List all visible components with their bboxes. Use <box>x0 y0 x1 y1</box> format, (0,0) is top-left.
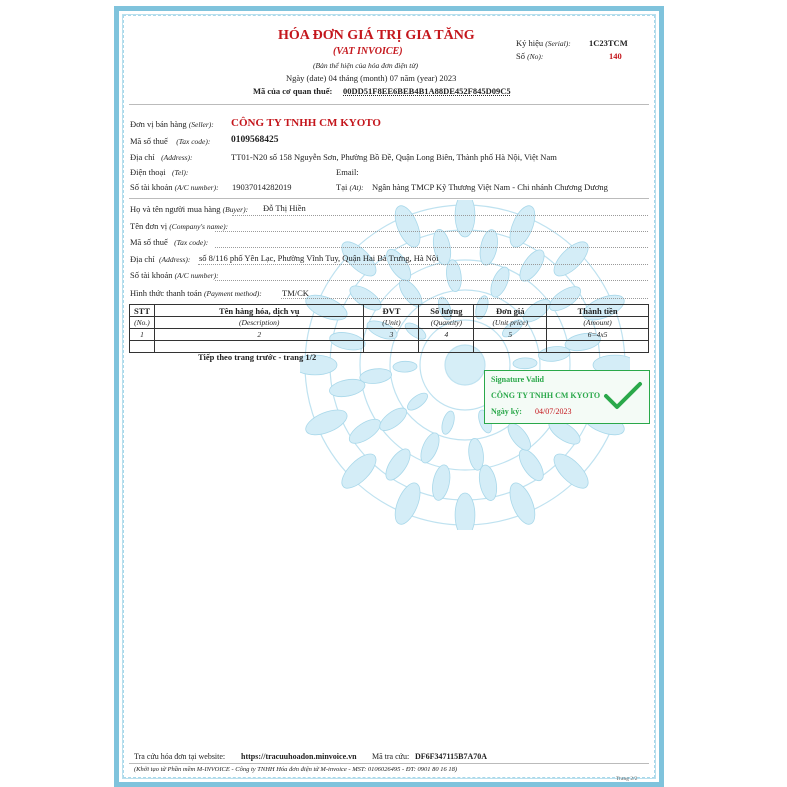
seller-account-label: Số tài khoản (A/C number): <box>130 182 219 192</box>
signature-status: Signature Valid <box>491 375 544 384</box>
table-number-row <box>130 329 649 341</box>
mandala-petal <box>302 405 350 440</box>
table-cell <box>154 341 364 353</box>
table-row <box>130 341 649 353</box>
seller-bank: Ngân hàng TMCP Kỹ Thương Việt Nam - Chi nhánh Chương Dương <box>372 182 608 192</box>
table-header-en-row <box>130 317 649 329</box>
signature-company: CÔNG TY TNHH CM KYOTO <box>491 391 601 400</box>
seller-bank-label: Tại (At): <box>336 182 364 192</box>
checkmark-icon <box>603 381 643 411</box>
col-num-unit-price: 5 <box>474 329 547 341</box>
seller-address: TT01-N20 số 158 Nguyễn Sơn, Phường Bồ Đề, Quận Long Biên, Thành phố Hà Nội, Việt Nam <box>231 152 557 162</box>
table-cell <box>364 341 419 353</box>
seller-account: 19037014282019 <box>232 182 292 192</box>
number-label: Số (No): <box>516 51 544 61</box>
seller-divider <box>129 198 649 199</box>
signature-date-label: Ngày ký: <box>491 407 522 416</box>
page-number: Trang 2/2 <box>616 776 638 782</box>
mandala-petal <box>504 420 535 454</box>
col-num-amount: 6=4x5 <box>547 329 649 341</box>
buyer-tax-line <box>215 247 648 248</box>
invoice-title: HÓA ĐƠN GIÁ TRỊ GIA TĂNG <box>278 28 475 43</box>
signature-box <box>484 370 650 424</box>
mandala-petal <box>440 410 457 436</box>
table-cell <box>474 341 547 353</box>
col-en-description: (Description) <box>154 317 364 329</box>
mandala-petal <box>505 202 540 250</box>
mandala-petal <box>513 358 537 369</box>
col-num-quantity: 4 <box>419 329 474 341</box>
buyer-account-line <box>215 280 648 281</box>
mandala-petal <box>381 445 415 484</box>
mandala-petal <box>336 449 381 494</box>
mandala-petal <box>390 479 425 527</box>
buyer-address: số 8/116 phố Yên Lạc, Phường Vĩnh Tuy, Quận Hai Bà Trưng, Hà Nội <box>199 253 439 263</box>
buyer-tax-label: Mã số thuế (Tax code): <box>130 237 209 247</box>
mandala-petal <box>505 479 540 527</box>
buyer-address-label: Địa chỉ (Address): <box>130 254 191 264</box>
lookup-label: Tra cứu hóa đơn tại website: <box>134 752 226 761</box>
mandala-petal <box>359 367 393 385</box>
seller-address-label: Địa chỉ (Address): <box>130 152 193 162</box>
seller-email-label: Email: <box>336 167 359 177</box>
items-table <box>129 304 649 353</box>
col-num-description: 2 <box>154 329 364 341</box>
col-en-unit-price: (Unit price) <box>474 317 547 329</box>
col-num-stt: 1 <box>130 329 155 341</box>
lookup-code-label: Mã tra cứu: <box>372 752 410 761</box>
col-en-unit: (Unit) <box>364 317 419 329</box>
col-num-unit: 3 <box>364 329 419 341</box>
table-header-row <box>130 305 649 317</box>
buyer-name: Đỗ Thị Hiền <box>263 203 306 213</box>
mandala-petal <box>549 449 594 494</box>
buyer-address-line <box>198 264 648 265</box>
col-header-unit: ĐVT <box>364 305 419 317</box>
col-en-quantity: (Quantity) <box>419 317 474 329</box>
lookup-code: DF6F347115B7A70A <box>415 752 487 761</box>
buyer-name-line <box>232 215 648 216</box>
table-cell <box>130 341 155 353</box>
signature-date: 04/07/2023 <box>535 407 572 416</box>
mandala-petal <box>467 438 485 472</box>
tax-authority-label: Mã của cơ quan thuế: <box>253 86 333 96</box>
mandala-petal <box>455 493 475 530</box>
invoice-date: Ngày (date) 04 tháng (month) 07 năm (year) 2023 <box>286 73 457 83</box>
number-value: 140 <box>609 51 622 61</box>
col-en-stt: (No.) <box>130 317 155 329</box>
buyer-company-line <box>215 231 648 232</box>
payment-label: Hình thức thanh toán (Payment method): <box>130 288 262 298</box>
software-credit: (Khởi tạo từ Phần mềm M-INVOICE - Công ty TNHH Hóa đơn điện tử M-invoice - MST: 0106026495 - ĐT: 0901 80 16 18) <box>134 766 458 773</box>
seller-name: CÔNG TY TNHH CM KYOTO <box>231 117 381 129</box>
mandala-petal <box>382 246 415 285</box>
col-header-amount: Thành tiền <box>547 305 649 317</box>
col-header-description: Tên hàng hóa, dịch vụ <box>154 305 364 317</box>
buyer-name-label: Họ và tên người mua hàng (Buyer): <box>130 204 249 214</box>
mandala-petal <box>376 404 410 435</box>
table-cell <box>547 341 649 353</box>
tax-authority-code: 00DD51F8EE6BEB4B1A88DE452F845D09C5 <box>343 86 511 96</box>
table-cell <box>419 341 474 353</box>
mandala-petal <box>549 236 594 281</box>
seller-tel-label: Điện thoại (Tel): <box>130 167 189 177</box>
col-header-stt: STT <box>130 305 155 317</box>
payment-method: TM/CK <box>282 288 309 298</box>
serial-label: Ký hiệu (Serial): <box>516 38 571 48</box>
serial-value: 1C23TCM <box>589 38 628 48</box>
buyer-company-label: Tên đơn vị (Company's name): <box>130 221 229 231</box>
seller-tax-label: Mã số thuế (Tax code): <box>130 136 211 146</box>
seller-label: Đơn vị bán hàng (Seller): <box>130 119 214 129</box>
header-divider <box>129 104 649 105</box>
mandala-petal <box>405 390 431 413</box>
col-en-amount: (Amount) <box>547 317 649 329</box>
seller-tax-code: 0109568425 <box>231 135 279 145</box>
mandala-watermark <box>300 200 630 530</box>
footer-divider <box>129 763 649 764</box>
mandala-petal <box>346 415 385 448</box>
electronic-note: (Bản thể hiện của hóa đơn điện tử) <box>313 61 418 70</box>
mandala-petal <box>390 202 425 250</box>
mandala-petal <box>515 446 548 485</box>
payment-line <box>281 298 648 299</box>
invoice-subtitle: (VAT INVOICE) <box>333 46 403 57</box>
col-header-quantity: Số lượng <box>419 305 474 317</box>
continued-note: Tiếp theo trang trước - trang 1/2 <box>198 352 317 362</box>
mandala-petal <box>393 361 417 372</box>
col-header-unit-price: Đơn giá <box>474 305 547 317</box>
buyer-account-label: Số tài khoản (A/C number): <box>130 270 219 280</box>
lookup-url[interactable]: https://tracuuhoadon.minvoice.vn <box>241 752 357 761</box>
